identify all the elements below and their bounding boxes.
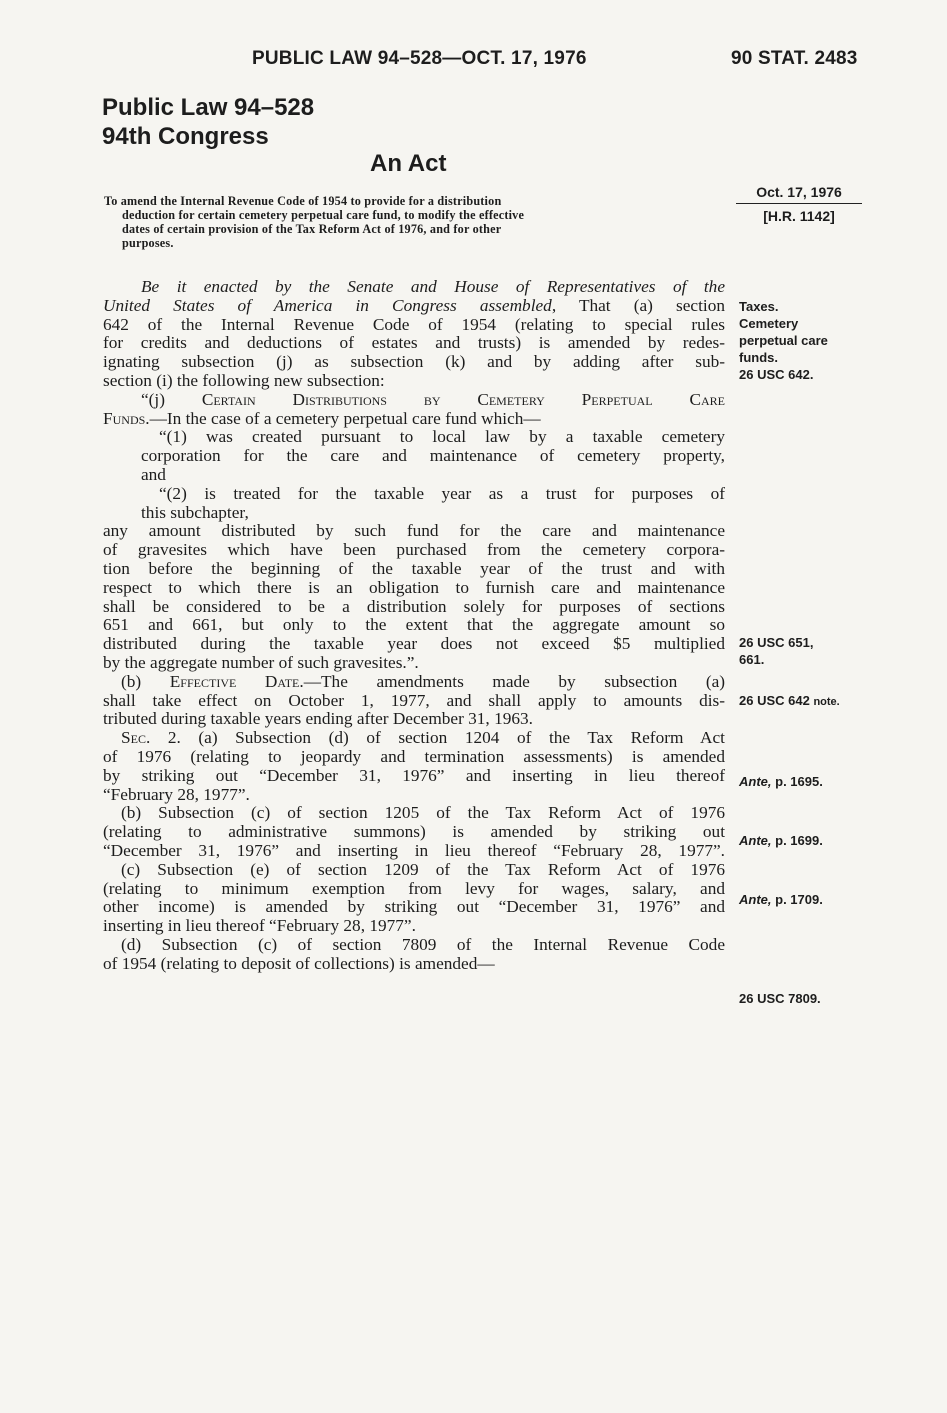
body-line: of 1976 (relating to jeopardy and termination assessments) is amended bbox=[103, 746, 725, 766]
body-text: . 2. (a) Subsection (d) of section 1204 of the Tax Reform Act bbox=[145, 728, 725, 748]
body-line bbox=[103, 729, 725, 748]
body-line: “February 28, 1977”. bbox=[103, 784, 250, 804]
body-line: of gravesites which have been purchased from the cemetery corpora- bbox=[103, 540, 725, 560]
margin-note-taxes bbox=[739, 298, 828, 383]
enacting-clause: Be it enacted by the Senate and House of Representatives of the bbox=[141, 277, 725, 296]
body-line: section (i) the following new subsection: bbox=[103, 370, 385, 390]
body-text: (b) bbox=[121, 671, 170, 691]
body-line: (relating to administrative summons) is amended by striking out bbox=[103, 822, 725, 842]
margin-note-26-usc-651 bbox=[739, 634, 813, 668]
body-line: “December 31, 1976” and inserting in lieu thereof “February 28, 1977”. bbox=[103, 840, 725, 860]
body-line: (relating to minimum exemption from levy for wages, salary, and bbox=[103, 878, 725, 898]
act-title: An Act bbox=[370, 150, 447, 177]
body-line: and bbox=[141, 464, 166, 484]
subsection-heading: Effective Date bbox=[169, 671, 300, 691]
body-text: .—The amendments made by subsection (a) bbox=[299, 671, 725, 691]
sidebar-rule bbox=[736, 203, 862, 204]
act-body bbox=[103, 278, 725, 973]
body-line: for credits and deductions of estates and trusts) is amended by redes- bbox=[103, 333, 725, 353]
public-law-number: Public Law 94–528 bbox=[102, 94, 315, 121]
margin-note-ante: Ante, bbox=[739, 833, 772, 848]
body-line: shall be considered to be a distribution solely for purposes of sections bbox=[103, 596, 725, 616]
body-line: “(1) was created pursuant to local law by a taxable cemetery bbox=[159, 427, 725, 447]
enactment-sidebar bbox=[736, 184, 862, 224]
body-line: ignating subsection (j) as subsection (k) and by adding after sub- bbox=[103, 352, 725, 372]
bill-number: [H.R. 1142] bbox=[763, 208, 835, 224]
running-header-left: PUBLIC LAW 94–528—OCT. 17, 1976 bbox=[252, 48, 587, 69]
law-title bbox=[102, 93, 314, 151]
body-line: shall take effect on October 1, 1977, and shall apply to amounts dis- bbox=[103, 690, 725, 710]
subsection-heading: Funds bbox=[103, 408, 146, 428]
body-line: by the aggregate number of such gravesites.”. bbox=[103, 652, 419, 672]
purpose-line: dates of certain provision of the Tax Reform Act of 1976, and for other bbox=[122, 222, 502, 236]
margin-note-suffix: note. bbox=[813, 696, 840, 708]
enactment-date: Oct. 17, 1976 bbox=[756, 184, 842, 200]
margin-note-line: Taxes. bbox=[739, 299, 779, 314]
enacting-clause: United States of America in Congress assembled bbox=[103, 295, 552, 315]
body-line: other income) is amended by striking out “December 31, 1976” and bbox=[103, 897, 725, 917]
margin-note-usc: 26 USC 642 bbox=[739, 693, 810, 708]
act-purpose bbox=[104, 194, 724, 250]
margin-note-line: 661. bbox=[739, 652, 765, 667]
body-line bbox=[103, 410, 725, 429]
body-line bbox=[103, 391, 725, 410]
body-line: 642 of the Internal Revenue Code of 1954 (relating to special rules bbox=[103, 314, 725, 334]
margin-note-ante-1699 bbox=[739, 832, 823, 849]
body-line: corporation for the care and maintenance of cemetery property, bbox=[141, 446, 725, 466]
body-line: respect to which there is an obligation to furnish care and maintenance bbox=[103, 577, 725, 597]
body-line: of 1954 (relating to deposit of collections) is amended— bbox=[103, 953, 495, 973]
section-label: Sec bbox=[121, 728, 146, 748]
margin-note-ante-1709 bbox=[739, 891, 823, 908]
purpose-line: To amend the Internal Revenue Code of 1954 to provide for a distribution bbox=[104, 194, 502, 208]
margin-note-26-usc-7809: 26 USC 7809. bbox=[739, 991, 821, 1006]
purpose-line: purposes. bbox=[122, 236, 174, 250]
margin-note-ante: Ante, bbox=[739, 892, 772, 907]
margin-note-page: p. 1699. bbox=[775, 833, 823, 848]
margin-note-page: p. 1695. bbox=[775, 774, 823, 789]
margin-note-line: perpetual care bbox=[739, 333, 828, 348]
body-line: inserting in lieu thereof “February 28, 1977”. bbox=[103, 916, 416, 936]
body-line: this subchapter, bbox=[141, 502, 249, 522]
subsection-heading: Certain Distributions by Cemetery Perpetual Care bbox=[201, 389, 725, 409]
running-header-right: 90 STAT. 2483 bbox=[731, 48, 858, 69]
body-line bbox=[103, 673, 725, 692]
body-line: 651 and 661, but only to the extent that the aggregate amount so bbox=[103, 615, 725, 635]
margin-note-26-usc-642-note bbox=[739, 692, 840, 711]
body-line bbox=[103, 297, 725, 316]
body-line: by striking out “December 31, 1976” and inserting in lieu thereof bbox=[103, 765, 725, 785]
margin-note-line: funds. bbox=[739, 350, 778, 365]
body-line: distributed during the taxable year does not exceed $5 multiplied bbox=[103, 634, 725, 654]
body-text: , That (a) section bbox=[551, 295, 725, 315]
body-line: (d) Subsection (c) of section 7809 of the Internal Revenue Code bbox=[121, 934, 725, 954]
body-line: tion before the beginning of the taxable year of the trust and with bbox=[103, 558, 725, 578]
body-line: (c) Subsection (e) of section 1209 of the Tax Reform Act of 1976 bbox=[121, 859, 725, 879]
margin-note-line: Cemetery bbox=[739, 316, 799, 331]
body-text: .—In the case of a cemetery perpetual care fund which— bbox=[145, 408, 541, 428]
margin-note-page: p. 1709. bbox=[775, 892, 823, 907]
purpose-line: deduction for certain cemetery perpetual care fund, to modify the effective bbox=[122, 208, 525, 222]
body-line bbox=[103, 278, 725, 297]
body-line: tributed during taxable years ending after December 31, 1963. bbox=[103, 709, 533, 729]
body-text: “(j) bbox=[141, 389, 202, 409]
body-line: “(2) is treated for the taxable year as a trust for purposes of bbox=[159, 483, 725, 503]
margin-note-line: 26 USC 651, bbox=[739, 635, 814, 650]
margin-note-line: 26 USC 642. bbox=[739, 367, 814, 382]
congress-number: 94th Congress bbox=[102, 123, 269, 150]
margin-note-ante: Ante, bbox=[739, 774, 772, 789]
margin-note-ante-1695 bbox=[739, 773, 823, 790]
body-line: any amount distributed by such fund for the care and maintenance bbox=[103, 521, 725, 541]
body-line: (b) Subsection (c) of section 1205 of the Tax Reform Act of 1976 bbox=[121, 803, 725, 823]
